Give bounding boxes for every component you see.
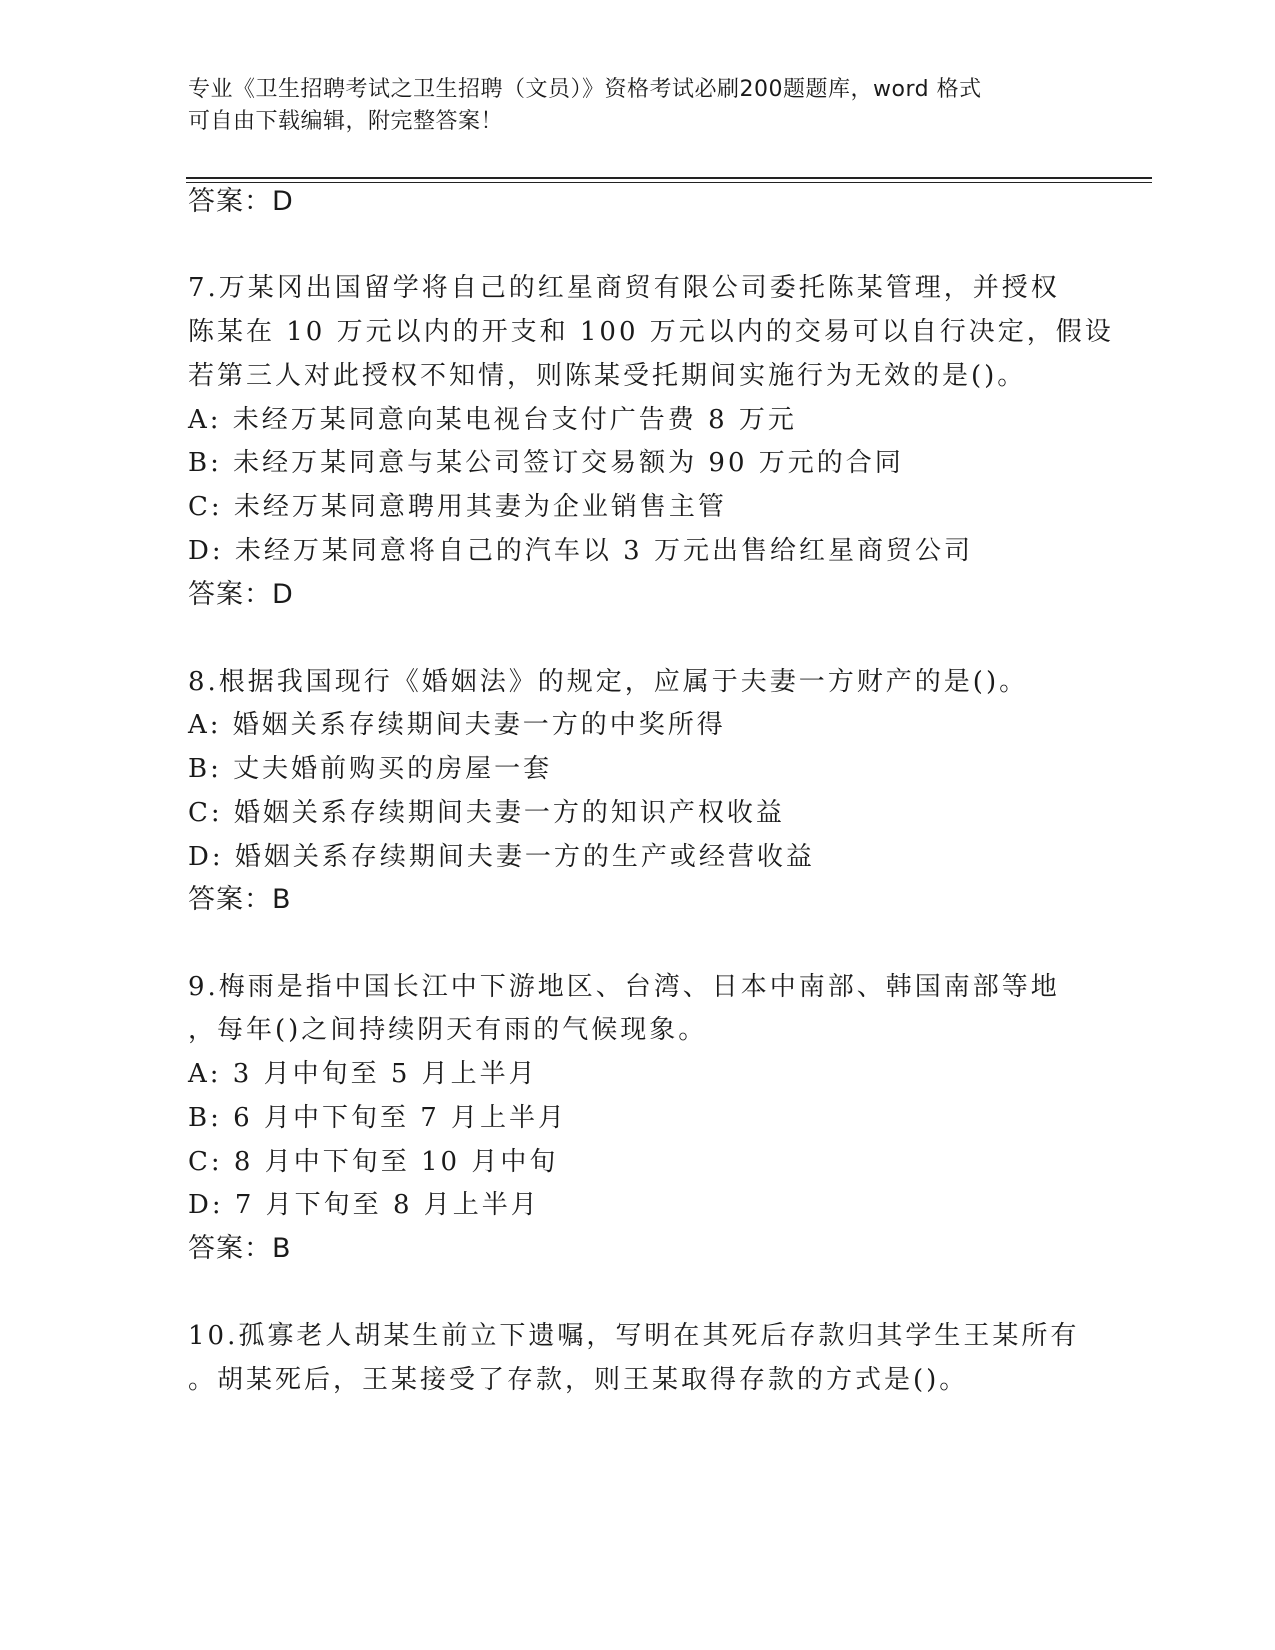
question-9-answer: 答案：B [188, 1233, 292, 1264]
header-divider-thick [186, 177, 1152, 179]
question-7-option-b: B: 未经万某同意与某公司签订交易额为 90 万元的合同 [188, 448, 904, 478]
question-9-option-b: B: 6 月中下旬至 7 月上半月 [188, 1103, 568, 1133]
question-7-option-a: A: 未经万某同意向某电视台支付广告费 8 万元 [188, 405, 797, 435]
header-line-2: 可自由下载编辑，附完整答案！ [188, 109, 504, 134]
question-9-option-a: A: 3 月中旬至 5 月上半月 [188, 1059, 538, 1089]
question-8-option-d: D: 婚姻关系存续期间夫妻一方的生产或经营收益 [188, 842, 815, 872]
question-7-stem-line-1: 7.万某冈出国留学将自己的红星商贸有限公司委托陈某管理，并授权 [188, 273, 1060, 303]
question-7-option-c: C: 未经万某同意聘用其妻为企业销售主管 [188, 492, 727, 522]
question-8-option-a: A: 婚姻关系存续期间夫妻一方的中奖所得 [188, 710, 726, 740]
document-header [188, 74, 1088, 138]
question-10-stem-line-1: 10.孤寡老人胡某生前立下遗嘱，写明在其死后存款归其学生王某所有 [188, 1321, 1080, 1351]
question-10-stem-line-2: 。胡某死后，王某接受了存款，则王某取得存款的方式是()。 [188, 1365, 969, 1395]
question-7-stem-line-2: 陈某在 10 万元以内的开支和 100 万元以内的交易可以自行决定，假设 [188, 317, 1114, 347]
question-9-stem-line-1: 9.梅雨是指中国长江中下游地区、台湾、日本中南部、韩国南部等地 [188, 972, 1060, 1002]
question-7-answer: 答案：D [188, 579, 294, 610]
question-8-stem-line-1: 8.根据我国现行《婚姻法》的规定，应属于夫妻一方财产的是()。 [188, 667, 1029, 697]
question-8-option-b: B: 丈夫婚前购买的房屋一套 [188, 754, 553, 784]
question-9-option-c: C: 8 月中下旬至 10 月中旬 [188, 1147, 559, 1177]
question-8-option-c: C: 婚姻关系存续期间夫妻一方的知识产权收益 [188, 798, 785, 828]
question-7-stem-line-3: 若第三人对此授权不知情，则陈某受托期间实施行为无效的是()。 [188, 361, 1027, 391]
header-divider-thin [186, 182, 1152, 183]
question-9-stem-line-2: ，每年()之间持续阴天有雨的气候现象。 [188, 1015, 708, 1045]
header-line-1: 专业《卫生招聘考试之卫生招聘（文员）》资格考试必刷200题题库，word 格式 [188, 77, 982, 102]
question-7-option-d: D: 未经万某同意将自己的汽车以 3 万元出售给红星商贸公司 [188, 536, 973, 566]
question-8-answer: 答案：B [188, 884, 292, 915]
top-answer: 答案：D [188, 186, 294, 217]
question-9-option-d: D: 7 月下旬至 8 月上半月 [188, 1190, 540, 1220]
